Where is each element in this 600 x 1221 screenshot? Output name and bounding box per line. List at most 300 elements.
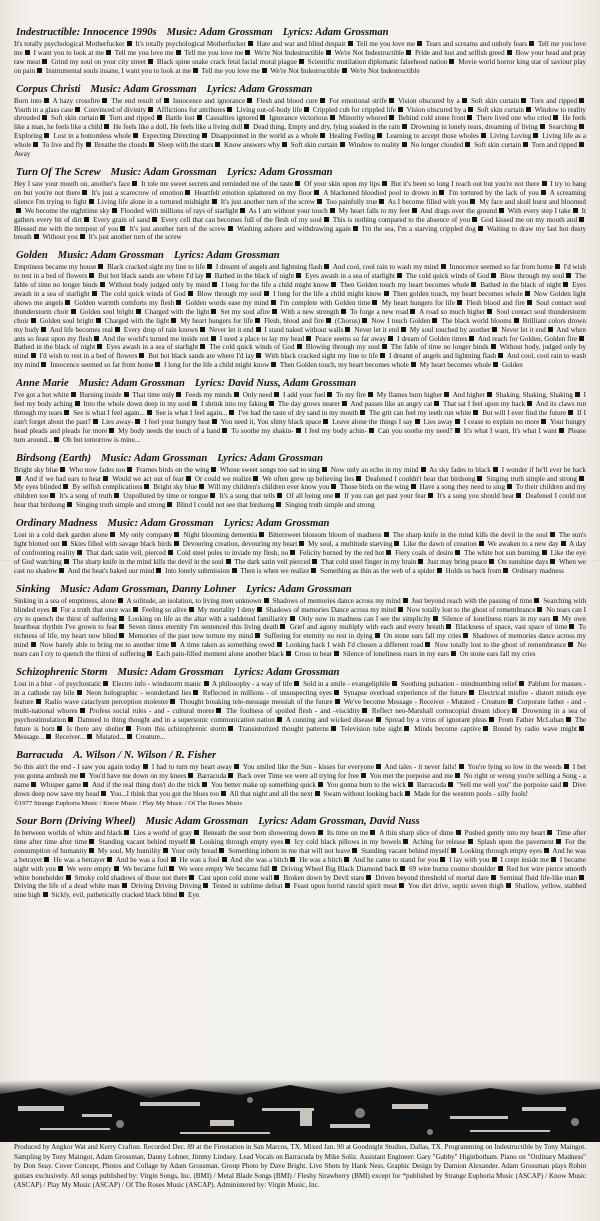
lyric-line: Cold steel poles to invade my flesh, no (176, 548, 289, 557)
square-separator-icon (342, 401, 347, 406)
lyric-line: I'm complete with Golden time (280, 298, 371, 307)
square-separator-icon (352, 848, 357, 853)
square-separator-icon (133, 607, 138, 612)
lyric-line: A screaming silence I'm trying to fight (14, 188, 586, 206)
lyric-line: Radio wave cataclysm perception molester (44, 697, 169, 706)
square-separator-icon (389, 98, 394, 103)
lyric-line: I cease to explain no more (463, 417, 540, 426)
lyric-line: It's a song of truth (59, 492, 113, 501)
square-separator-icon (542, 181, 547, 186)
lyric-line: And he came to stand for you (352, 855, 439, 864)
square-separator-icon (179, 892, 184, 897)
lyric-line: The cold quick winds of God (405, 272, 490, 281)
square-separator-icon (444, 392, 449, 397)
lyric-line: Of your skin upon my lips (304, 179, 380, 188)
square-separator-icon (277, 493, 282, 498)
lyric-line: If I can't forget about the past? (14, 409, 586, 426)
square-separator-icon (200, 327, 205, 332)
square-separator-icon (525, 291, 530, 296)
square-separator-icon (228, 726, 233, 731)
square-separator-icon (44, 98, 49, 103)
square-separator-icon (46, 734, 51, 739)
lyric-line: Every cell that can becomes full of the flesh of my soul (161, 215, 322, 224)
lyric-line: Crippled cub for crippled life (312, 105, 396, 114)
square-separator-icon (507, 484, 512, 489)
lyric-line: Never let it end (501, 325, 546, 334)
lyric-line: 69 wire burns cosmo shoulder (409, 864, 496, 873)
lyric-line: When we cast no shadow (14, 557, 586, 575)
square-separator-icon (240, 208, 245, 213)
lyric-line: Without you (42, 233, 78, 242)
square-separator-icon (155, 362, 160, 367)
square-separator-icon (80, 773, 85, 778)
square-separator-icon (31, 318, 36, 323)
square-separator-icon (555, 264, 560, 269)
lyric-line: My body needs the touch of a hand (118, 426, 221, 435)
square-separator-icon (207, 264, 212, 269)
lyric-line: My soul touched by another (409, 325, 491, 334)
song-title: Turn Of The Screw (16, 166, 101, 178)
lyric-line: Feeling so alive (141, 605, 187, 614)
square-separator-icon (94, 336, 99, 341)
square-separator-icon (210, 493, 215, 498)
square-separator-icon (59, 568, 64, 573)
lyric-line: And drags over the ground (420, 206, 497, 215)
square-separator-icon (451, 651, 456, 656)
lyric-line: No right or wrong you're selling a Song - a name (14, 772, 586, 790)
square-separator-icon (57, 726, 62, 731)
lyric-line: Lost in a bottomless whole (53, 132, 132, 141)
lyric-line: Reflected in millions - of unsuspecting eyes (202, 688, 332, 697)
square-separator-icon (285, 839, 290, 844)
lyric-line: I've got a hot white (14, 391, 69, 400)
square-separator-icon (77, 690, 82, 695)
square-separator-icon (499, 208, 504, 213)
lyric-line: Unpolluted by time or tongue (123, 492, 209, 501)
lyric-line: Lost in a blur - of psychostatic (14, 680, 102, 689)
lyric-line: I lay with you (449, 855, 490, 864)
square-separator-icon (68, 717, 73, 722)
lyric-line: Felicity burned by the red hot (299, 548, 385, 557)
lyric-line: Soul contact soul thunderstorm choir (14, 307, 586, 325)
square-separator-icon (280, 624, 285, 629)
song-title: Barracuda (16, 750, 64, 762)
lyric-line: Now only an echo in my mind (330, 465, 419, 474)
square-separator-icon (547, 830, 552, 835)
lyrics-credit: Lyrics: Adam Grossman, David Nuss (258, 816, 420, 827)
lyric-line: On sunshine days (498, 557, 549, 566)
square-separator-icon (491, 875, 496, 880)
lyric-line: Bound by radio wave might (492, 724, 578, 733)
lyric-line: From Father McLuhan (498, 715, 564, 724)
lyric-line: My flames burn higher (376, 391, 443, 400)
song-heading (16, 249, 586, 262)
square-separator-icon (566, 273, 571, 278)
lyric-line: Its time on me (326, 829, 369, 837)
lyric-line: Learning to accept those wholes (386, 132, 479, 141)
lyric-line: Eyes awash in a sea of starlight (106, 343, 199, 352)
lyric-line: The grit can feel my teeth run white (368, 409, 472, 417)
square-separator-icon (34, 234, 39, 239)
square-separator-icon (508, 699, 513, 704)
square-separator-icon (449, 59, 454, 64)
square-separator-icon (533, 133, 538, 138)
square-separator-icon (493, 467, 498, 472)
music-credit: Music: Adam Grossman (110, 166, 217, 178)
square-separator-icon (118, 598, 123, 603)
lyric-line: And tales - it never fails! (384, 763, 457, 772)
lyric-line: Shadows of memories Dance across my mind (265, 605, 396, 614)
lyrics-credit: Lyrics: David Nuss, Adam Grossman (194, 378, 357, 390)
square-separator-icon (271, 300, 276, 305)
lyric-line: The sharp knife in the mind kills the devil in the soul (72, 557, 224, 566)
lyric-line: The foulness of spoiled flesh - and -viscidity (226, 706, 361, 715)
lyric-line: Then golden touch, my heart becomes whole (392, 290, 523, 299)
lyric-line: Lies away- (101, 417, 134, 426)
square-separator-icon (384, 532, 389, 537)
square-separator-icon (392, 681, 397, 686)
square-separator-icon (44, 133, 49, 138)
square-separator-icon (31, 782, 36, 787)
lyric-line: Singing truth simple and strong (76, 501, 166, 510)
song-block (14, 749, 586, 808)
square-separator-icon (126, 726, 131, 731)
square-separator-icon (370, 830, 375, 835)
square-separator-icon (317, 199, 322, 204)
lyric-line: Just beyond reach with the passing of time (411, 596, 533, 605)
square-separator-icon (465, 142, 470, 147)
lyrics-credit: Lyrics: Adam Grossman (246, 583, 352, 595)
copyright-notice: ©1977 Strange Euphoria Music / Know Music / Play My Music / Of The Roses Music (14, 800, 243, 807)
lyric-line: You'd have me down on my knees (88, 772, 187, 781)
square-separator-icon (388, 336, 393, 341)
lyric-line: Golden (501, 361, 523, 370)
square-separator-icon (471, 282, 476, 287)
lyric-line: A time taken as something owed (180, 641, 275, 650)
lyric-line: Smoky cold shadows of those not there (74, 873, 188, 882)
square-separator-icon (579, 476, 584, 481)
lyric-line: Creature... (135, 733, 166, 742)
lyric-line: And cool, cool rain to wash my mind (14, 352, 586, 370)
square-separator-icon (376, 717, 381, 722)
lyric-line: Shadows of memories dance across my mind (14, 632, 586, 650)
square-separator-icon (411, 362, 416, 367)
lyric-line: My own heartbeat rhythm I've grown to fear (14, 614, 586, 632)
lyric-line: Casualties ignored (205, 114, 259, 123)
square-separator-icon (64, 559, 69, 564)
square-separator-icon (176, 392, 181, 397)
square-separator-icon (477, 476, 482, 481)
lyric-line: Flesh and blood cure (256, 96, 318, 105)
square-separator-icon (67, 502, 72, 507)
square-separator-icon (326, 318, 331, 323)
square-separator-icon (256, 327, 261, 332)
square-separator-icon (402, 142, 407, 147)
square-separator-icon (534, 598, 539, 603)
square-separator-icon (120, 226, 125, 231)
lyric-line: The sharp knife in the mind kills the devil in the soul (392, 531, 548, 540)
square-separator-icon (122, 883, 127, 888)
lyric-line: Whisper game (40, 781, 82, 790)
square-separator-icon (406, 50, 411, 55)
square-separator-icon (276, 502, 281, 507)
square-separator-icon (526, 107, 531, 112)
lyric-line: Icy cold black pillows in my bowels (294, 837, 402, 846)
lyric-line: Shadows of memories dance across my mind (272, 596, 401, 605)
square-separator-icon (110, 532, 115, 537)
lyric-line: Burning inside (79, 391, 122, 400)
square-separator-icon (345, 327, 350, 332)
lyric-line: Message... (14, 733, 45, 742)
lyric-line: Waiting to draw my last hot dusty breath (14, 224, 586, 242)
lyric-line: And he was a betrayer (14, 846, 586, 864)
square-separator-icon (272, 309, 277, 314)
square-separator-icon (299, 541, 304, 546)
lyric-line: Without body judged only by mind (108, 281, 211, 290)
square-separator-icon (222, 428, 227, 433)
lyrics-credit: Lyrics: Adam Grossman (217, 452, 323, 464)
square-separator-icon (112, 208, 117, 213)
lyric-line: Flesh, blood and fire (264, 316, 324, 325)
lyric-line: Dead thing, Empty and dry, lying soaked in the rain (253, 123, 400, 132)
square-separator-icon (133, 133, 138, 138)
square-separator-icon (469, 690, 474, 695)
lyric-line: I've had the taste of dry sand in my mouth (238, 409, 359, 417)
lyric-line: Profess social rules - and - cultural mores (89, 706, 215, 715)
square-separator-icon (306, 336, 311, 341)
lyric-line: My face and skull burst and bloomed (479, 197, 586, 206)
song-block (14, 377, 586, 444)
lyric-line: Eyes awash in a sea of starlight (305, 272, 395, 281)
square-separator-icon (290, 550, 295, 555)
lyric-line: You better make up something quick (211, 781, 316, 790)
lyric-line: Frames birds on the wing (136, 465, 210, 474)
lyric-line: Movie world horror king star of saviour play on pain (14, 57, 586, 75)
lyric-line: Silence of loneliness roars in my ears (442, 614, 551, 623)
square-separator-icon (493, 362, 498, 367)
song-title: Schizophrenic Storm (16, 667, 108, 679)
square-separator-icon (103, 476, 108, 481)
song-heading (16, 517, 586, 530)
lyrics-text (14, 263, 586, 370)
square-separator-icon (100, 282, 105, 287)
lyric-line: Hey I saw your mouth on, another's face (14, 179, 131, 188)
square-separator-icon (152, 217, 157, 222)
lyric-line: Living life as a whole (14, 132, 586, 150)
lyric-line: The sun's light blotted out (14, 531, 586, 549)
lyric-line: It tole me sweet secrets and reminded me of the taste (141, 179, 294, 188)
square-separator-icon (77, 550, 82, 555)
square-separator-icon (334, 690, 339, 695)
lyric-line: Transistorized thought patterns (238, 724, 329, 733)
square-separator-icon (335, 493, 340, 498)
lyric-line: Can you soothe my need? (378, 426, 453, 435)
square-separator-icon (257, 607, 262, 612)
lyric-line: Battle lost (165, 114, 195, 123)
square-separator-icon (468, 107, 473, 112)
square-separator-icon (312, 559, 317, 564)
square-separator-icon (335, 699, 340, 704)
lyric-line: Black cracked sight my line to life (107, 263, 206, 272)
lyric-line: It gathers every bit of dirt (14, 206, 586, 224)
lyric-line: Seminal fluid life-like man (499, 873, 578, 882)
square-separator-icon (299, 59, 304, 64)
square-separator-icon (473, 410, 478, 415)
lyric-line: Tell me you love me (14, 40, 586, 57)
lyric-line: Blow through my soul (196, 290, 262, 299)
lyrics-text (14, 40, 586, 76)
square-separator-icon (42, 59, 47, 64)
square-separator-icon (568, 410, 573, 415)
lyric-line: The fable of time no longer binds (390, 343, 489, 352)
lyric-line: Reflect neo-Marshall cornucopial dream idiocy (371, 706, 511, 715)
lyric-line: Convinced of divinity (83, 105, 147, 114)
square-separator-icon (202, 782, 207, 787)
square-separator-icon (66, 875, 71, 880)
lyric-line: Away (14, 150, 31, 159)
square-separator-icon (403, 839, 408, 844)
song-heading (16, 377, 586, 390)
song-block (14, 26, 586, 76)
square-separator-icon (202, 133, 207, 138)
lyric-line: I long for the life a child might know (164, 361, 270, 370)
square-separator-icon (455, 419, 460, 424)
lyric-line: But it's been so long I reach out but you're not there (390, 179, 540, 188)
lyric-line: A solitude, an isolation, to living men unknown (126, 596, 262, 605)
square-separator-icon (457, 300, 462, 305)
lyric-line: Born into (14, 96, 42, 105)
lyric-line: Made for the western pools - silly fools! (413, 790, 529, 799)
lyric-line: Heartfelt emotion splattered on my floor (194, 188, 313, 197)
music-credit: Music: Adam Grossman (90, 83, 197, 95)
lyric-line: Vision obscured by a (398, 96, 460, 105)
square-separator-icon (109, 428, 114, 433)
square-separator-icon (399, 883, 404, 888)
square-separator-icon (503, 568, 508, 573)
lyric-line: Fiery coals of desire (395, 548, 454, 557)
lyric-line: Pablum for masses - in a cathode ray bile (14, 680, 586, 697)
lyric-line: Tell me you love me (114, 48, 174, 57)
lyric-line: Soul contact soul thunderstorm choir (14, 298, 586, 316)
square-separator-icon (89, 199, 94, 204)
lyric-line: Who now fades too (69, 465, 126, 474)
square-separator-icon (330, 115, 335, 120)
lyric-line: He feels like a doll, He feels like a living doll (113, 123, 243, 132)
square-separator-icon (434, 401, 439, 406)
square-separator-icon (272, 866, 277, 871)
lyric-line: I'm tortured by the lack of you (448, 188, 539, 197)
lyric-line: You smiled like the Sun - kisses for everyone (242, 763, 374, 772)
lyric-line: Drowning in lonely tears, dreaming of living (410, 123, 538, 132)
square-separator-icon (98, 264, 103, 269)
square-separator-icon (89, 839, 94, 844)
lyric-line: I dreamt of angels and lightning flash (389, 352, 497, 361)
song-title: Anne Marie (16, 378, 69, 390)
lyric-line: Disappointed in the world as a whole (210, 132, 319, 141)
square-separator-icon (441, 264, 446, 269)
lyric-line: We become the nighttime sky (24, 206, 110, 215)
song-title: Ordinary Madness (16, 518, 98, 530)
square-separator-icon (103, 681, 108, 686)
square-separator-icon (96, 318, 101, 323)
lyric-line: The cold quick winds of God (100, 290, 186, 299)
square-separator-icon (31, 642, 36, 647)
square-separator-icon (232, 568, 237, 573)
square-separator-icon (550, 532, 555, 537)
lyric-line: A philosophy - a way of life (212, 680, 293, 689)
square-separator-icon (143, 764, 148, 769)
square-separator-icon (199, 484, 204, 489)
square-separator-icon (228, 226, 233, 231)
lyric-line: Driving Driving Driving (130, 882, 202, 891)
lyric-line: Set my soul afire (220, 307, 270, 316)
lyric-line: Innocence seemed so far from home (50, 361, 154, 370)
square-separator-icon (25, 50, 30, 55)
song-heading (16, 452, 586, 465)
lyric-line: The cold quick winds of God (209, 343, 295, 352)
square-separator-icon (274, 875, 279, 880)
square-separator-icon (212, 419, 217, 424)
lyrics-text (14, 680, 586, 742)
square-separator-icon (398, 107, 403, 112)
lyric-line: It's what I want, It's what I want (463, 426, 557, 435)
square-separator-icon (469, 336, 474, 341)
square-separator-icon (219, 848, 224, 853)
square-separator-icon (492, 857, 497, 862)
square-separator-icon (124, 392, 129, 397)
lyric-line: A day of confronting reality (14, 540, 586, 557)
lyric-line: Your only bread (171, 846, 218, 855)
lyric-line: From this schizophrenic storm (136, 724, 227, 733)
square-separator-icon (253, 476, 258, 481)
lyric-line: See is what I feel again... (73, 409, 145, 417)
square-separator-icon (60, 467, 65, 472)
square-separator-icon (386, 550, 391, 555)
lyric-line: Torn and ripped (531, 141, 577, 150)
lyric-line: Golden soul bright (39, 316, 94, 325)
lyric-line: My only company (119, 531, 173, 540)
lyric-line: Golden words ease my mind (185, 298, 269, 307)
lyric-line: Those birds on the wing (340, 483, 409, 492)
lyric-line: I'm the sea, I'm a starving crippled dog (362, 224, 476, 233)
lyric-line: Like the eye of God watching (14, 548, 586, 566)
square-separator-icon (36, 699, 41, 704)
lyric-line: Bright sky blue (153, 483, 198, 492)
lyric-line: Eyes awash in a sea of starlight (14, 281, 586, 299)
square-separator-icon (227, 107, 232, 112)
lyric-line: Flesh blood and fire (466, 298, 525, 307)
square-separator-icon (463, 633, 468, 638)
lyric-line: I'd wish to rest in a bed of flowers (14, 263, 586, 281)
song-title: Golden (16, 250, 48, 262)
square-separator-icon (200, 344, 205, 349)
square-separator-icon (277, 717, 282, 722)
lyric-line: But hot black sands are where I'd lay (148, 352, 255, 361)
lyric-line: Bathed in the black of night (480, 281, 562, 290)
square-separator-icon (455, 773, 460, 778)
square-separator-icon (550, 559, 555, 564)
lyric-line: Hate and war and blind despair (256, 40, 346, 48)
square-separator-icon (102, 98, 107, 103)
square-separator-icon (400, 866, 405, 871)
square-separator-icon (80, 708, 85, 713)
lyric-line: Eye. (187, 891, 201, 900)
square-separator-icon (43, 892, 48, 897)
square-separator-icon (226, 559, 231, 564)
lyric-line: Bathed in the black of night (214, 272, 295, 281)
square-separator-icon (561, 541, 566, 546)
lyric-line: Blowing through my soul (305, 343, 380, 352)
